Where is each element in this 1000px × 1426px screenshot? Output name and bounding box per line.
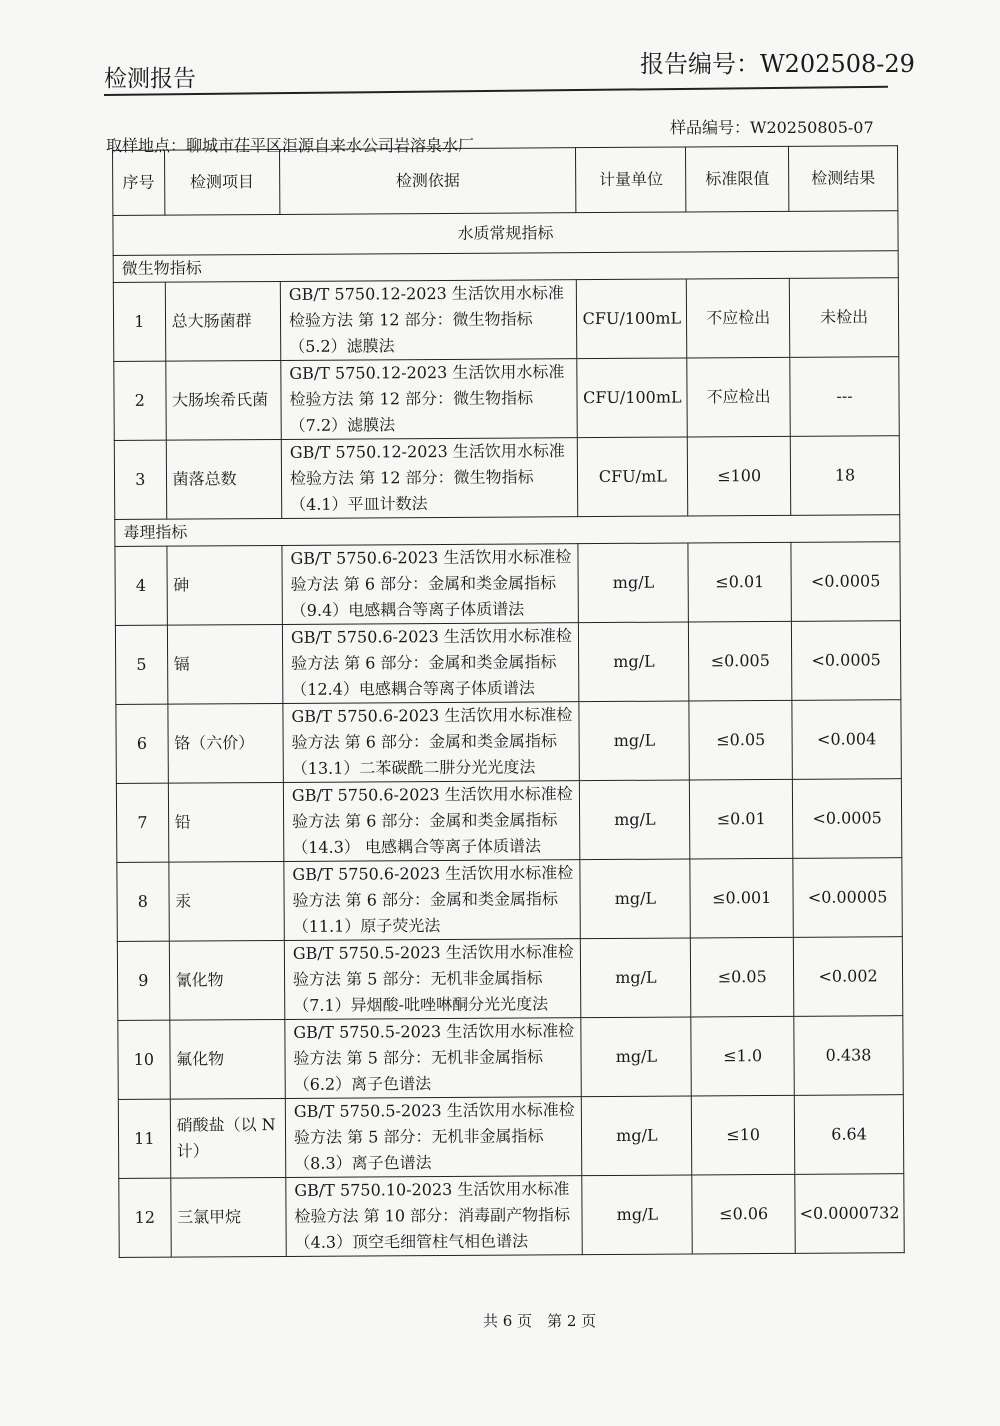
test-result: <0.004 [792, 700, 901, 780]
test-item: 铬（六价） [167, 703, 283, 783]
table-row [117, 858, 902, 942]
unit: mg/L [579, 622, 689, 702]
test-basis: GB/T 5750.10-2023 生活饮用水标准检验方法 第 10 部分：消毒副产物指标（4.3）顶空毛细管柱气相色谱法 [286, 1176, 583, 1257]
test-result: <0.0005 [792, 779, 901, 859]
standard-limit: ≤0.001 [690, 858, 793, 938]
unit: mg/L [578, 543, 688, 623]
test-basis: GB/T 5750.6-2023 生活饮用水标准检验方法 第 6 部分：金属和类金属指标（14.3） 电感耦合等离子体质谱法 [283, 781, 580, 862]
standard-limit: ≤0.05 [691, 937, 794, 1017]
test-result: <0.0000732 [795, 1174, 904, 1254]
results-table [112, 145, 905, 1258]
test-basis: GB/T 5750.6-2023 生活饮用水标准检验方法 第 6 部分：金属和类金属指标（11.1）原子荧光法 [284, 860, 581, 941]
test-item: 总大肠菌群 [165, 281, 281, 361]
test-basis: GB/T 5750.12-2023 生活饮用水标准检验方法 第 12 部分：微生物指标（7.2）滤膜法 [281, 359, 578, 440]
test-result: 6.64 [794, 1095, 903, 1175]
unit: CFU/mL [578, 437, 688, 517]
test-result: --- [790, 357, 899, 437]
table-row [114, 357, 899, 441]
group-header: 毒理指标 [115, 515, 900, 547]
section-header: 水质常规指标 [113, 211, 898, 256]
test-item: 氰化物 [169, 940, 285, 1020]
unit: CFU/100mL [577, 358, 687, 438]
test-basis: GB/T 5750.12-2023 生活饮用水标准检验方法 第 12 部分：微生物指标（5.2）滤膜法 [280, 280, 577, 361]
test-result: <0.0005 [791, 542, 900, 622]
test-result: <0.0005 [791, 621, 900, 701]
column-header: 计量单位 [576, 147, 686, 213]
standard-limit: ≤0.01 [688, 542, 791, 622]
column-header: 序号 [113, 150, 165, 215]
header-divider [104, 86, 888, 96]
row-number: 1 [113, 282, 165, 361]
column-header: 检测项目 [164, 149, 280, 215]
unit: mg/L [581, 938, 691, 1018]
unit: mg/L [580, 780, 690, 860]
unit: CFU/100mL [577, 279, 687, 359]
standard-limit: ≤0.05 [689, 700, 792, 780]
test-item: 三氯甲烷 [170, 1177, 286, 1257]
row-number: 10 [118, 1020, 170, 1099]
test-item: 汞 [168, 861, 284, 941]
row-number: 12 [119, 1178, 171, 1257]
table-row [118, 1016, 903, 1100]
test-result: 18 [790, 436, 899, 516]
report-number: 报告编号：W202508-29 [640, 50, 915, 78]
unit: mg/L [580, 859, 690, 939]
test-item: 硝酸盐（以 N 计） [170, 1098, 286, 1178]
standard-limit: ≤0.01 [690, 779, 793, 859]
row-number: 2 [114, 361, 166, 440]
standard-limit: ≤100 [688, 436, 791, 516]
table-row [115, 542, 900, 626]
column-header: 标准限值 [686, 146, 789, 212]
standard-limit: 不应检出 [687, 357, 790, 437]
test-basis: GB/T 5750.5-2023 生活饮用水标准检验方法 第 5 部分：无机非金属指标（7.1）异烟酸-吡唑啉酮分光光度法 [284, 939, 581, 1020]
standard-limit: ≤1.0 [691, 1016, 794, 1096]
column-header: 检测依据 [279, 148, 576, 215]
test-basis: GB/T 5750.5-2023 生活饮用水标准检验方法 第 5 部分：无机非金属指标（6.2）离子色谱法 [285, 1018, 582, 1099]
standard-limit: ≤0.005 [689, 621, 792, 701]
row-number: 11 [118, 1099, 170, 1178]
row-number: 9 [117, 941, 169, 1020]
test-basis: GB/T 5750.6-2023 生活饮用水标准检验方法 第 6 部分：金属和类金属指标（12.4）电感耦合等离子体质谱法 [282, 623, 579, 704]
unit: mg/L [582, 1096, 692, 1176]
test-item: 大肠埃希氏菌 [165, 360, 281, 440]
test-result: 未检出 [789, 278, 898, 358]
page-number: 共 6 页 第 2 页 [483, 1312, 597, 1330]
test-item: 氟化物 [169, 1019, 285, 1099]
test-basis: GB/T 5750.6-2023 生活饮用水标准检验方法 第 6 部分：金属和类金属指标（13.1）二苯碳酰二肼分光光度法 [283, 702, 580, 783]
row-number: 7 [116, 783, 168, 862]
standard-limit: ≤10 [692, 1095, 795, 1175]
test-item: 铅 [168, 782, 284, 862]
table-row [116, 700, 901, 784]
group-header: 微生物指标 [113, 251, 898, 283]
sampling-location: 取样地点：聊城市茌平区洰源自来水公司岩溶泉水厂 [106, 136, 475, 155]
test-result: <0.002 [793, 937, 902, 1017]
table-row [114, 436, 899, 520]
test-basis: GB/T 5750.12-2023 生活饮用水标准检验方法 第 12 部分：微生物指标（4.1）平皿计数法 [281, 438, 578, 519]
table-row [119, 1174, 904, 1258]
column-header: 检测结果 [789, 146, 898, 212]
row-number: 4 [115, 546, 167, 625]
table-row [116, 779, 901, 863]
table-row [118, 1095, 903, 1179]
test-result: 0.438 [794, 1016, 903, 1096]
test-item: 砷 [166, 545, 282, 625]
table-row [117, 937, 902, 1021]
test-basis: GB/T 5750.6-2023 生活饮用水标准检验方法 第 6 部分：金属和类金属指标（9.4）电感耦合等离子体质谱法 [282, 544, 579, 625]
test-item: 菌落总数 [166, 439, 282, 519]
unit: mg/L [581, 1017, 691, 1097]
table-row [115, 621, 900, 705]
row-number: 5 [115, 625, 167, 704]
test-item: 镉 [167, 624, 283, 704]
standard-limit: 不应检出 [687, 278, 790, 358]
unit: mg/L [579, 701, 689, 781]
table-row [113, 278, 898, 362]
report-title: 检测报告 [104, 66, 196, 92]
row-number: 6 [116, 704, 168, 783]
row-number: 3 [114, 440, 166, 519]
row-number: 8 [117, 862, 169, 941]
unit: mg/L [582, 1175, 692, 1255]
test-basis: GB/T 5750.5-2023 生活饮用水标准检验方法 第 5 部分：无机非金属指标（8.3）离子色谱法 [285, 1097, 582, 1178]
standard-limit: ≤0.06 [692, 1174, 795, 1254]
test-result: <0.00005 [793, 858, 902, 938]
sample-number: 样品编号：W20250805-07 [670, 118, 874, 137]
